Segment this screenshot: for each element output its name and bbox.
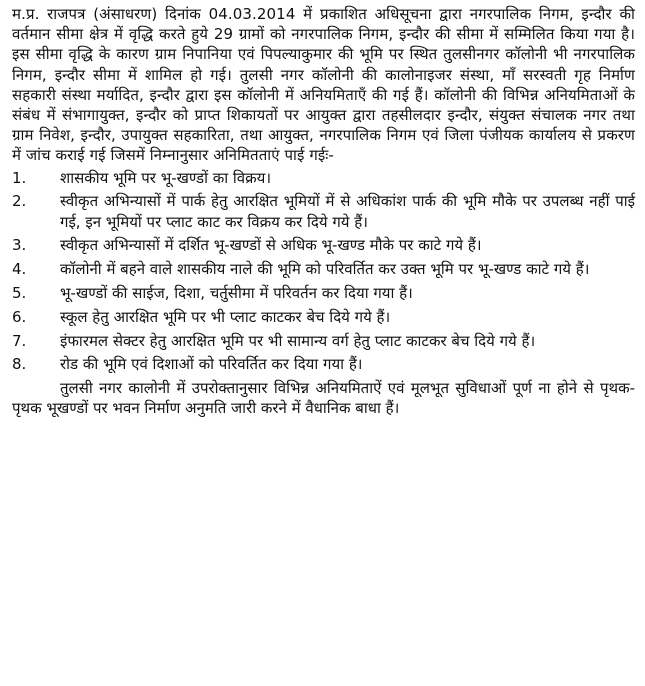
list-item-text: स्वीकृत अभिन्यासों में दर्शित भू-खण्डों से अधिक भू-खण्ड मौके पर काटे गये हैं। (60, 236, 482, 255)
intro-paragraph: म.प्र. राजपत्र (अंसाधरण) दिनांक 04.03.2014 में प्रकाशित अधिसूचना द्वारा नगरपालिक निगम, इन्दौर की वर्तमान सीमा क्षेत्र में वृद्धि करते हुये 29 ग्रामों को नगरपालिक निगम, इन्दौर की सीमा में सम्मिलित किया गया है। इस सीमा वृद्धि के कारण ग्राम निपानिया एवं पिपल्याकुमार की भूमि पर स्थित तुलसीनगर कॉलोनी भी नगरपालिक निगम, इन्दौर सीमा में शामिल हो गई। तुलसी नगर कॉलोनी की कालोनाइजर संस्था, माँ सरस्वती गृह निर्माण सहकारी संस्था मर्यादित, इन्दौर द्वारा इस कॉलोनी में अनियमिताएँ की गई हैं। कॉलोनी की विभिन्न अनियमिताओं के संबंध में संभागायुक्त, इन्दौर को प्राप्त शिकायतों पर आयुक्त द्वारा तहसीलदार इन्दौर, संयुक्त संचालक नगर तथा ग्राम निवेश, इन्दौर, उपायुक्त सहकारिता, तथा आयुक्त, नगरपालिक निगम एवं जिला पंजीयक कार्यालय से प्रकरण में जांच कराई गई जिसमें निम्नानुसार अनिमितताएं पाई गईः- (12, 5, 635, 165)
list-item-number: 7. (12, 331, 27, 350)
list-item (12, 354, 635, 374)
list-item (12, 168, 635, 188)
list-item-text: इंफारमल सेक्टर हेतु आरक्षित भूमि पर भी सामान्य वर्ग हेतु प्लाट काटकर बेच दिये गये हैं। (60, 331, 536, 350)
list-item-number: 1. (12, 168, 27, 187)
list-item-text: शासकीय भूमि पर भू-खण्डों का विक्रय। (60, 168, 272, 187)
list-item-text: कॉलोनी में बहने वाले शासकीय नाले की भूमि को परिवर्तित कर उक्त भूमि पर भू-खण्ड काटे गये हैं। (60, 260, 590, 279)
list-item (12, 307, 635, 327)
list-item (12, 235, 635, 255)
list-item-text: स्कूल हेतु आरक्षित भूमि पर भी प्लाट काटकर बेच दिये गये हैं। (60, 307, 391, 326)
irregularities-list (12, 168, 635, 375)
list-item-number: 8. (12, 355, 27, 374)
list-item-number: 4. (12, 260, 27, 279)
list-item-number: 3. (12, 236, 27, 255)
list-item-text: रोड की भूमि एवं दिशाओं को परिवर्तित कर दिया गया हैं। (60, 355, 363, 374)
list-item-text: स्वीकृत अभिन्यासों में पार्क हेतु आरक्षित भूमियों में से अधिकांश पार्क की भूमि मौके पर उपलब्ध नहीं पाई गई, इन भूमियों पर प्लाट काट कर विक्रय कर दिये गये हैं। (60, 192, 635, 231)
list-item-number: 6. (12, 307, 27, 326)
list-item (12, 259, 635, 279)
list-item (12, 331, 635, 351)
list-item-text: भू-खण्डों की साईज, दिशा, चर्तुसीमा में परिवर्तन कर दिया गया हैं। (60, 284, 413, 303)
closing-paragraph: तुलसी नगर कालोनी में उपरोक्तानुसार विभिन्न अनियमिताऐं एवं मूलभूत सुविधाओं पूर्ण ना होने से पृथक-पृथक भूखण्डों पर भवन निर्माण अनुमति जारी करने में वैधानिक बाधा हैं। (12, 379, 635, 418)
list-item-number: 2. (12, 192, 27, 211)
list-item (12, 283, 635, 303)
list-item-number: 5. (12, 284, 27, 303)
list-item (12, 191, 635, 231)
